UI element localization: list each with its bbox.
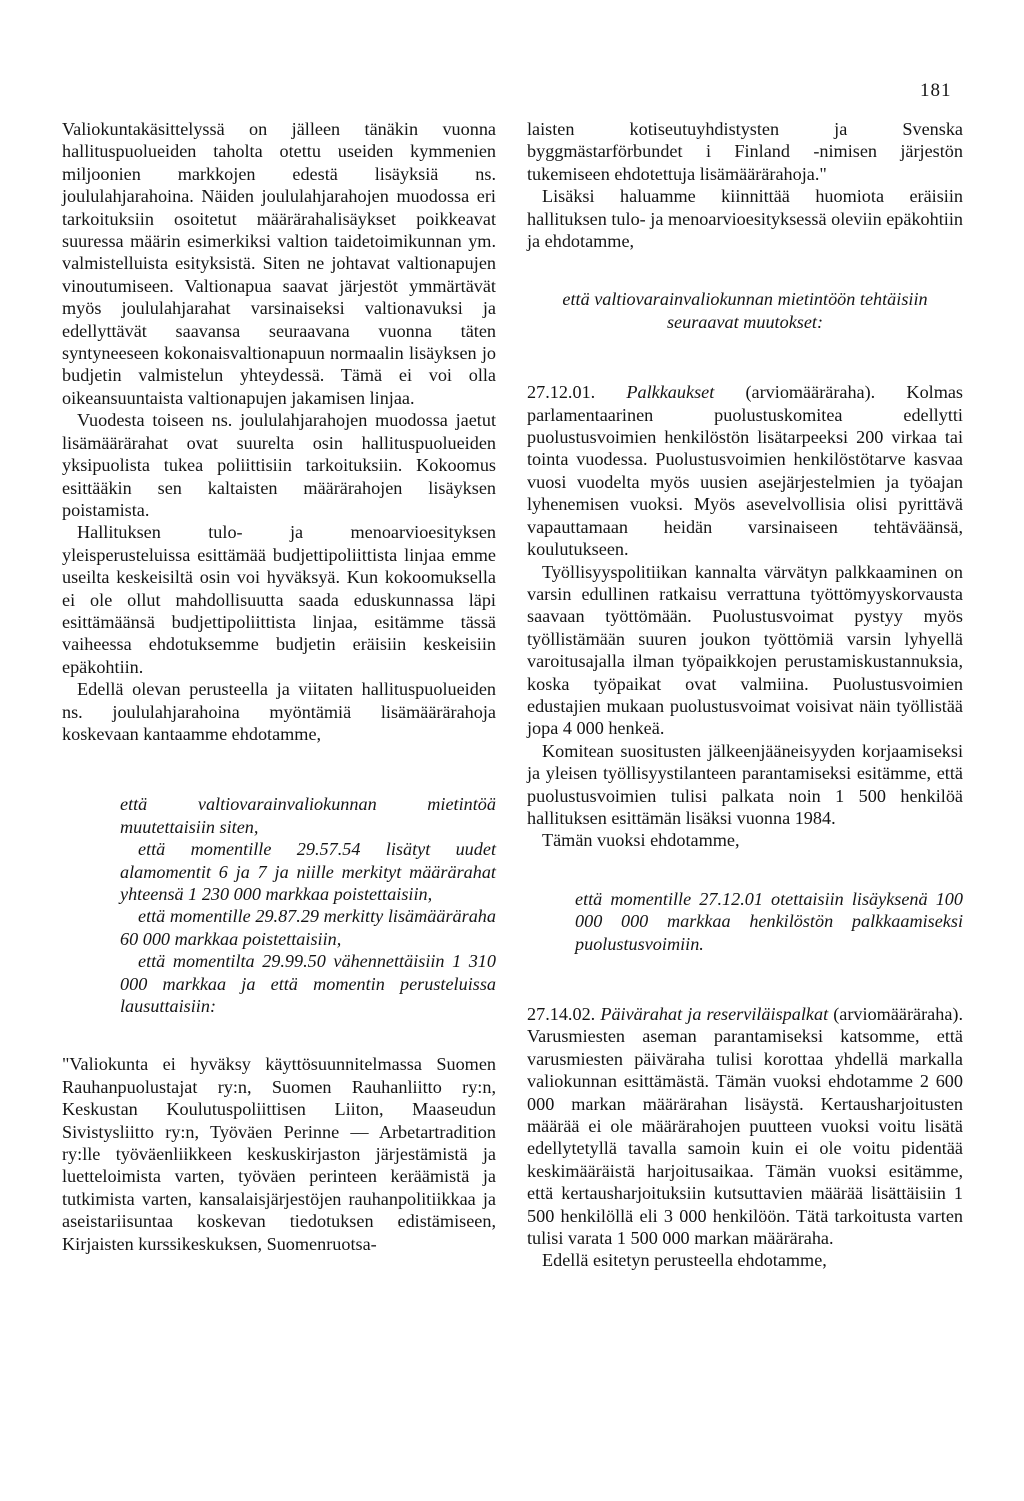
proposal-block	[120, 793, 496, 1017]
proposal-center: että valtiovarainvaliokunnan mietintöön tehtäisiin seuraavat muutokset:	[562, 289, 928, 332]
paragraph: Työllisyyspolitiikan kannalta värvätyn palkkaaminen on varsin edullinen ratkaisu verrattuna työttömyyskorvausta saavaan työttömään. Puolustusvoimat pystyy myös työllistämään suuren joukon työttömiä varsin lyhyellä varoitusajalla ilman työpaikkojen perustamiskustannuksia, koska työpaikat ovat valmiina. Puolustusvoimien edustajien mukaan puolustusvoimat voisivat näin työllistää jopa 4 000 henkeä.	[527, 561, 963, 739]
item-code: 27.14.02.	[527, 1004, 596, 1024]
item-code: 27.12.01.	[527, 382, 596, 403]
paragraph: laisten kotiseutuyhdistysten ja Svenska byggmästarförbundet i Finland -nimisen järjestön tukemiseen ehdotettuja lisämäärärahoja."	[527, 119, 963, 184]
paragraph: Lisäksi haluamme kiinnittää huomiota eräisiin hallituksen tulo- ja menoarvioesityksessä oleviin epäkohtiin ja ehdotamme,	[527, 186, 963, 252]
proposal: että valtiovarainvaliokunnan mietintöä muutettaisiin siten,	[120, 794, 496, 837]
proposal: että momentille 29.57.54 lisätyt uudet alamomentit 6 ja 7 ja niille merkityt määrärahat yhteensä 1 230 000 markkaa poistettaisiin,	[120, 839, 496, 904]
item-paragraph	[527, 381, 963, 560]
proposal-block	[575, 888, 963, 955]
right-column	[527, 118, 963, 1272]
item-text: (arviomääräraha). Varusmiesten aseman parantamiseksi katsomme, että varusmiesten päiväraha tulisi korottaa yhdellä markalla valiokunnan esittämästä. Tämän vuoksi ehdotamme 2 600 000 markan määrärahan lisäystä. Kertausharjoitusten määrää ei ole määrärahojen puutteen vuoksi voitu lisätä edellytetyllä tavalla samoin kuin ei ole voitu pidentää keskimääräistä harjoitusaikaa. Tämän vuoksi esitämme, että kertausharjoituksiin kutsuttavien määrää lisättäisiin 1 500 henkilöllä eli 3 000 henkilöön. Tätä tarkoitusta varten tulisi varata 1 500 000 markan määräraha.	[527, 1004, 963, 1249]
paragraph: Vuodesta toiseen ns. joululahjarahojen muodossa jaetut lisämäärärahat ovat suurelta osin hallituspuolueiden yksipuolista tukea poliittisiin tarkoituksiin. Kokoomus esittääkin sen kaltaisten määrärahojen lisäyksen poistamista.	[62, 410, 496, 520]
proposal: että momentille 27.12.01 otettaisiin lisäyksenä 100 000 000 markkaa henkilöstön palkkaamiseksi puolustusvoimiin.	[575, 888, 963, 954]
paragraph: Edellä esitetyn perusteella ehdotamme,	[542, 1250, 827, 1271]
paragraph: Tämän vuoksi ehdotamme,	[542, 830, 740, 851]
item-text: (arviomääräraha). Kolmas parlamentaarinen puolustuskomitea edellytti puolustusvoimien henkilöstön lisätarpeeksi 200 virkaa tai tointa vuodessa. Puolustusvoimien henkilöstötarve kasvaa vuosi vuodelta myös uusien asejärjestelmien ja työajan lyhenemisen vuoksi. Myös asevelvollisia olisi pyrittävä vapauttamaan heidän varsinaiseen tehtäväänsä, koulutukseen.	[527, 382, 964, 560]
proposal: että momentilta 29.99.50 vähennettäisiin 1 310 000 markkaa ja että momentin perusteluissa lausuttaisiin:	[120, 951, 496, 1017]
paragraph: Komitean suositusten jälkeenjääneisyyden korjaamiseksi ja yleisen työllisyystilanteen parantamiseksi esitämme, että puolustusvoimien tulisi palkata noin 1 500 henkilöä hallituksen esittämän lisäksi vuonna 1984.	[527, 740, 963, 828]
paragraph: Edellä olevan perusteella ja viitaten hallituspuolueiden ns. joululahjarahoina myöntämiä lisämäärärahoja koskevaan kantaamme ehdotamme,	[62, 679, 496, 744]
item-title: Palkkaukset	[626, 382, 715, 403]
item-title: Päivärahat ja reserviläispalkat	[600, 1004, 829, 1024]
proposal: että momentille 29.87.29 merkitty lisämääräraha 60 000 markkaa poistettaisiin,	[120, 906, 496, 949]
page-number: 181	[920, 80, 952, 101]
left-column	[62, 118, 496, 1255]
paragraph: Hallituksen tulo- ja menoarvioesityksen yleisperusteluissa esittämää budjettipoliittista linjaa emme useilta keskeisiltä osin voi hyväksyä. Kun kokoomuksella ei ole ollut mahdollisuutta saada eduskunnassa läpi esittämäänsä budjettipoliittista linjaa, esitämme tässä vaiheessa ehdotuksemme budjetin eräisiin keskeisiin epäkohtiin.	[62, 522, 496, 677]
quote-paragraph: "Valiokunta ei hyväksy käyttösuunnitelmassa Suomen Rauhanpuolustajat ry:n, Suomen Rauhanliitto ry:n, Keskustan Koulutuspoliittisen Liiton, Maaseudun Sivistysliitto ry:n, Työväen Perinne — Arbetartradition ry:lle työväenliikkeen keskuskirjaston järjestämistä ja luetteloimista varten, työväen perinteen keräämistä ja tutkimista varten, kansalaisjärjestöjen rauhanpolitiikkaa ja aseistariisuntaa koskevan tiedotuksen edistämiseen, Kirjaisten kurssikeskuksen, Suomenruotsa-	[62, 1054, 496, 1254]
paragraph: Valiokuntakäsittelyssä on jälleen tänäkin vuonna hallituspuolueiden taholta otettu useiden kymmenien miljoonien markkojen edestä lisäyksiä ns. joululahjarahoina. Näiden joululahjarahojen muodossa eri tarkoituksiin osoitetut määrärahalisäykset poikkeavat suuressa määrin esimerkiksi valtion taidetoimikunnan ym. valmistelluista esityksistä. Siten ne johtavat valtionapujen vinoutumiseen. Valtionapua saavat järjestöt ymmärtävät myös joululahjarahat varsinaiseksi valtionavuksi ja edellyttävät saavansa seuraavana vuonna täten syntyneeseen kokonaisvaltionapuun normaalin lisäyksen jo budjetin valmistelun yhteydessä. Tämä ei voi olla oikeansuuntaista valtionapujen jakamisen linjaa.	[62, 119, 496, 408]
item-paragraph	[527, 1003, 963, 1249]
